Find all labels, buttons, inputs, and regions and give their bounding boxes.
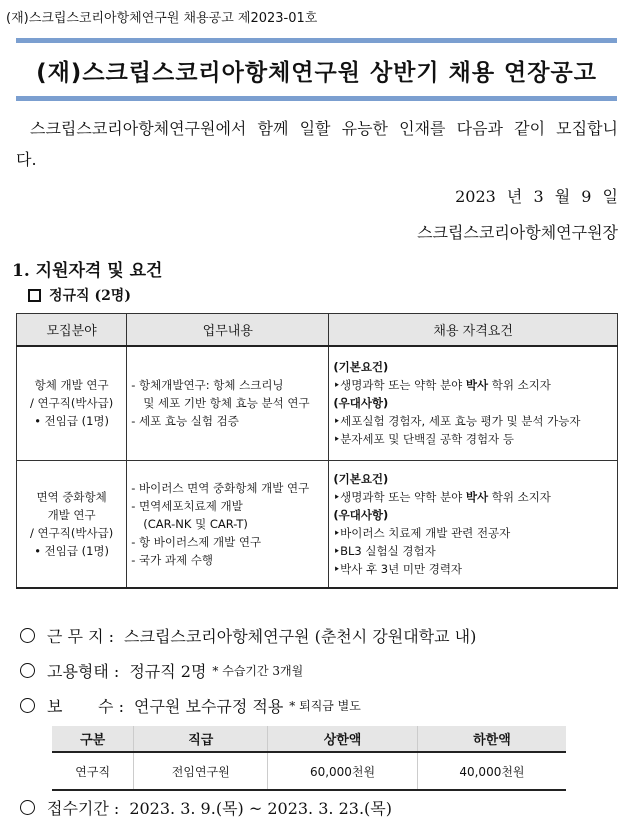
table-row: [17, 460, 618, 588]
col-header-duties: 업무내용: [127, 314, 329, 347]
rank-cell: 전임연구원: [134, 752, 268, 790]
duty-line: - 바이러스 면역 중화항체 개발 연구: [131, 480, 310, 495]
basic-requirement: [333, 488, 613, 506]
upper-cell: 60,000천원: [268, 752, 418, 790]
lower-cell: 40,000천원: [417, 752, 566, 790]
square-bullet-icon: [28, 289, 41, 302]
requirements-cell: [329, 460, 618, 588]
section-heading: 1. 지원자격 및 요건: [12, 261, 163, 281]
duty-line: - 항체개발연구: 항체 스크리닝: [131, 378, 284, 393]
field-line: 개발 연구: [47, 507, 96, 522]
work-place-value: 스크립스코리아항체연구원 (춘천시 강원대학교 내): [124, 627, 477, 646]
col-header-requirements: 채용 자격요건: [329, 314, 618, 347]
employment-type-line: [20, 659, 303, 682]
duty-line: - 국가 과제 수행: [131, 552, 214, 567]
col-header-category: 구분: [52, 726, 134, 752]
salary-label: 보 수 :: [47, 697, 124, 716]
application-value: 2023. 3. 9.(목) ~ 2023. 3. 23.(목): [129, 799, 392, 818]
page-title: (재)스크립스코리아항체연구원 상반기 채용 연장공고: [36, 60, 597, 86]
work-place-line: [20, 624, 476, 647]
issuer-name: 스크립스코리아항체연구원장: [417, 223, 618, 242]
duties-cell: [127, 346, 329, 460]
document-number: (재)스크립스코리아항체연구원 채용공고 제2023-01호: [6, 11, 318, 26]
circle-bullet-icon: [20, 628, 35, 643]
field-line: / 연구직(박사급): [30, 525, 114, 540]
col-header-rank: 직급: [134, 726, 268, 752]
requirement-text: 학위 소지자: [488, 489, 551, 504]
recruitment-table: [16, 313, 618, 589]
duties-cell: [127, 460, 329, 588]
salary-value: 연구원 보수규정 적용: [134, 697, 284, 716]
circle-bullet-icon: [20, 800, 35, 815]
field-line: 면역 중화항체: [36, 489, 107, 504]
requirement-text: 학위 소지자: [488, 378, 551, 393]
duty-line: 및 세포 기반 항체 효능 분석 연구: [143, 396, 310, 411]
preferred-label: (우대사항): [333, 507, 389, 522]
table-row: [17, 346, 618, 460]
table-row: [52, 752, 566, 790]
basic-requirements-label: (기본요건): [333, 360, 389, 375]
intro-paragraph: [16, 113, 618, 175]
employment-value: 정규직 2명: [129, 662, 207, 681]
preferred-item: ‣박사 후 3년 미만 경력자: [333, 561, 463, 576]
preferred-item: ‣바이러스 치료제 개발 관련 전공자: [333, 525, 511, 540]
table-header-row: [17, 314, 618, 347]
salary-table-header: [52, 726, 566, 752]
application-period-line: [20, 796, 392, 819]
col-header-lower: 하한액: [417, 726, 566, 752]
field-line: • 전임급 (1명): [34, 414, 110, 429]
field-line: / 연구직(박사급): [30, 396, 114, 411]
field-cell: [17, 346, 127, 460]
preferred-item: ‣BL3 실험실 경험자: [333, 543, 436, 558]
title-block: [16, 38, 617, 101]
col-header-field: 모집분야: [17, 314, 127, 347]
subsection-label: 정규직 (2명): [49, 288, 131, 304]
salary-table: [52, 726, 566, 791]
field-line: • 전임급 (1명): [34, 543, 110, 558]
circle-bullet-icon: [20, 698, 35, 713]
col-header-upper: 상한액: [268, 726, 418, 752]
requirements-cell: [329, 346, 618, 460]
basic-requirement: [333, 376, 613, 394]
requirement-text: ‣생명과학 또는 약학 분야: [333, 378, 466, 393]
preferred-item: ‣세포실험 경험자, 세포 효능 평가 및 분석 가능자: [333, 414, 581, 429]
employment-label: 고용형태 :: [47, 662, 120, 681]
preferred-label: (우대사항): [333, 396, 389, 411]
preferred-item: ‣분자세포 및 단백질 공학 경험자 등: [333, 432, 514, 447]
circle-bullet-icon: [20, 663, 35, 678]
field-cell: [17, 460, 127, 588]
duty-line: - 면역세포치료제 개발: [131, 498, 243, 513]
work-place-label: 근 무 지 :: [47, 627, 115, 646]
subsection-heading: [28, 285, 131, 305]
requirement-text: ‣생명과학 또는 약학 분야: [333, 489, 466, 504]
duty-line: - 세포 효능 실험 검증: [131, 414, 239, 429]
announcement-date: 2023 년 3 월 9 일: [455, 187, 618, 206]
duty-line: (CAR-NK 및 CAR-T): [143, 516, 248, 531]
duty-line: - 항 바이러스제 개발 연구: [131, 534, 262, 549]
category-cell: 연구직: [52, 752, 134, 790]
intro-text: 스크립스코리아항체연구원에서 함께 일할 유능한 인재를 다음과 같이 모집합니다.: [16, 119, 618, 169]
field-line: 항체 개발 연구: [34, 378, 109, 393]
severance-note: * 퇴직금 별도: [289, 699, 361, 713]
basic-requirements-label: (기본요건): [333, 471, 389, 486]
salary-line: [20, 694, 361, 717]
probation-note: * 수습기간 3개월: [212, 664, 304, 678]
degree-emphasis: 박사: [465, 378, 489, 393]
title-bottom-bar: [16, 96, 617, 101]
application-label: 접수기간 :: [47, 799, 120, 818]
degree-emphasis: 박사: [465, 489, 489, 504]
